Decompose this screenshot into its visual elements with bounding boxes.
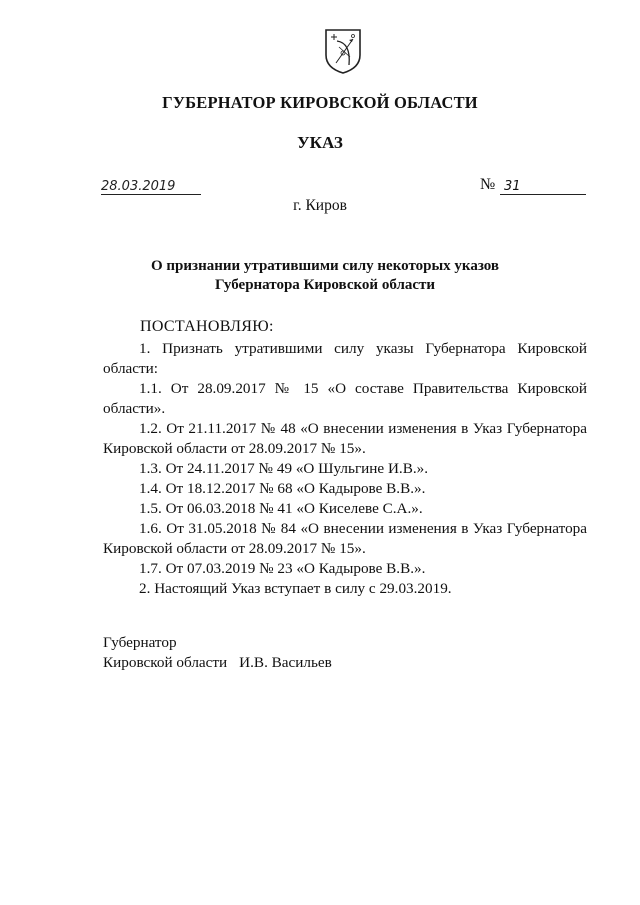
decree-word: ПОСТАНОВЛЯЮ: — [140, 318, 274, 335]
list-item: 1. Признать утратившими силу указы Губернатора Кировской области: — [103, 340, 587, 377]
number-label: № — [480, 176, 496, 193]
list-item: 1.2. От 21.11.2017 № 48 «О внесении изменения в Указ Губернатора Кировской области от 28.09.2017 № 15». — [103, 420, 587, 457]
document-type: УКАЗ — [297, 133, 343, 152]
list-item: 1.7. От 07.03.2019 № 23 «О Кадырове В.В.». — [139, 560, 426, 577]
subject-line: Губернатора Кировской области — [214, 277, 436, 293]
signatory-title: Кировской области — [103, 654, 228, 671]
signatory-title: Губернатор — [103, 634, 177, 651]
document-date: 28.03.2019 — [101, 179, 201, 195]
document-subject — [100, 257, 550, 295]
coat-of-arms-icon — [323, 27, 363, 75]
document-number: 31 — [500, 179, 586, 195]
list-item: 2. Настоящий Указ вступает в силу с 29.03.2019. — [139, 580, 452, 597]
list-item: 1.4. От 18.12.2017 № 68 «О Кадырове В.В.». — [139, 480, 426, 497]
issuer-title: ГУБЕРНАТОР КИРОВСКОЙ ОБЛАСТИ — [162, 93, 478, 112]
list-item: 1.1. От 28.09.2017 № 15 «О составе Правительства Кировской области». — [103, 380, 587, 417]
city: г. Киров — [293, 197, 347, 214]
list-item: 1.5. От 06.03.2018 № 41 «О Киселеве С.А.». — [139, 500, 423, 517]
document-body — [103, 339, 587, 599]
signature-block — [103, 633, 332, 673]
signatory-name: И.В. Васильев — [239, 654, 332, 671]
list-item: 1.3. От 24.11.2017 № 49 «О Шульгине И.В.». — [139, 460, 429, 477]
subject-line: О признании утратившими силу некоторых указов — [151, 258, 499, 274]
list-item: 1.6. От 31.05.2018 № 84 «О внесении изменения в Указ Губернатора Кировской области от 28.09.2017 № 15». — [103, 520, 587, 557]
